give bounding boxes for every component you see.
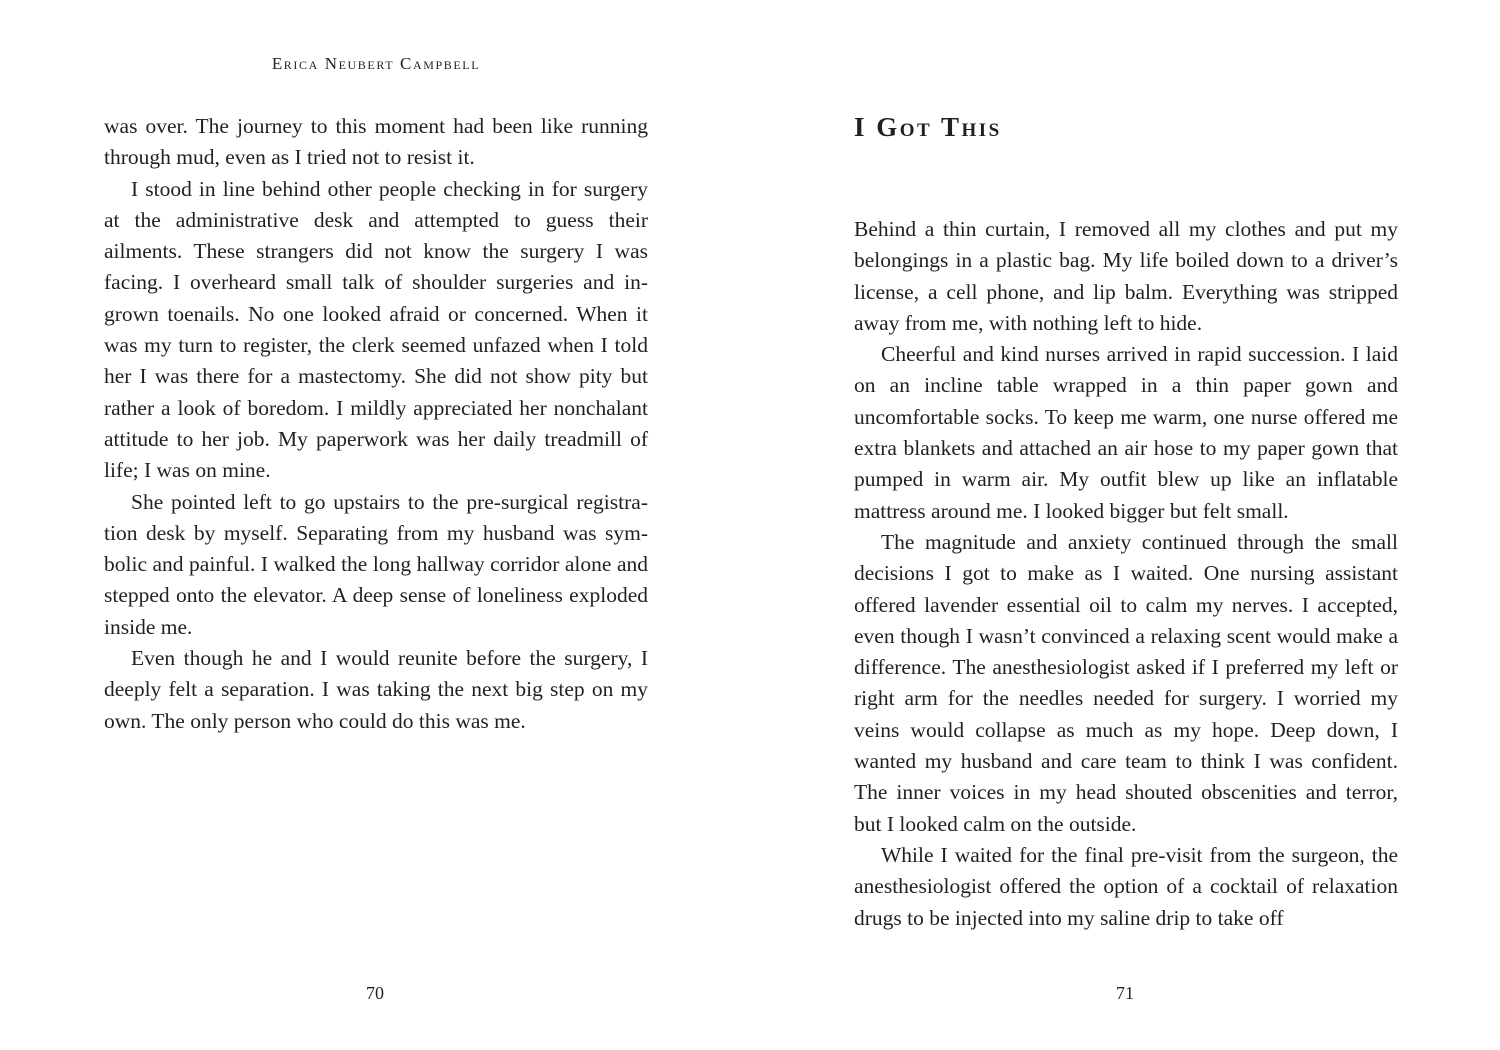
paragraph: Behind a thin curtain, I removed all my clothes and put my belongings in a plastic bag. My life boiled down to a driver’s license, a cell phone, and lip balm. Everything was stripped away from me, with nothing left to hide. bbox=[854, 217, 1398, 335]
paragraph: Cheerful and kind nurses arrived in rapid succession. I laid on an incline table wrapped in a thin paper gown and uncomfortable socks. To keep me warm, one nurse offered me extra blankets and attached an air hose to my paper gown that pumped in warm air. My outfit blew up like an inflatable mattress around me. I looked bigger but felt small. bbox=[854, 342, 1398, 523]
paragraph: She pointed left to go upstairs to the pre-surgical registration desk by myself. Separating from my husband was symbolic and painful. I walked the long hallway corridor alone and stepped onto the elevator. A deep sense of loneliness exploded inside me. bbox=[104, 489, 648, 639]
paragraph: The magnitude and anxiety continued through the small decisions I got to make as I waited. One nursing assistant offered lavender essential oil to calm my nerves. I accepted, even though I wasn’t convinced a relaxing scent would make a difference. The anesthesiologist asked if I preferred my left or right arm for the needles needed for surgery. I worried my veins would collapse as much as my hope. Deep down, I wanted my husband and care team to think I was confident. The inner voices in my head shouted obscenities and terror, but I looked calm on the outside. bbox=[854, 529, 1398, 836]
running-head-author: Erica Neubert Campbell bbox=[271, 54, 481, 73]
paragraph: was over. The journey to this moment had been like running through mud, even as I tried not to resist it. bbox=[104, 114, 648, 170]
paragraph: I stood in line behind other people checking in for surgery at the administrative desk and attempted to guess their ailments. These strangers did not know the surgery I was facing. I overheard small talk of shoulder surgeries and ingrown toenails. No one looked afraid or concerned. When it was my turn to register, the clerk seemed unfazed when I told her I was there for a mastectomy. She did not show pity but rather a look of boredom. I mildly appreciated her nonchalant attitude to her job. My paperwork was her daily treadmill of life; I was on mine. bbox=[104, 176, 648, 483]
left-body-text bbox=[104, 111, 648, 737]
page-number-left: 70 bbox=[366, 983, 384, 1003]
right-body-text bbox=[854, 214, 1398, 934]
paragraph: Even though he and I would reunite before the surgery, I deeply felt a separation. I was taking the next big step on my own. The only person who could do this was me. bbox=[104, 646, 648, 733]
right-page bbox=[750, 0, 1500, 1050]
paragraph: While I waited for the final pre-visit from the surgeon, the anesthesiologist offered the option of a cocktail of relaxation drugs to be injected into my saline drip to take off bbox=[854, 842, 1398, 930]
chapter-title: I Got This bbox=[854, 112, 1002, 142]
page-number-right: 71 bbox=[1116, 983, 1134, 1003]
